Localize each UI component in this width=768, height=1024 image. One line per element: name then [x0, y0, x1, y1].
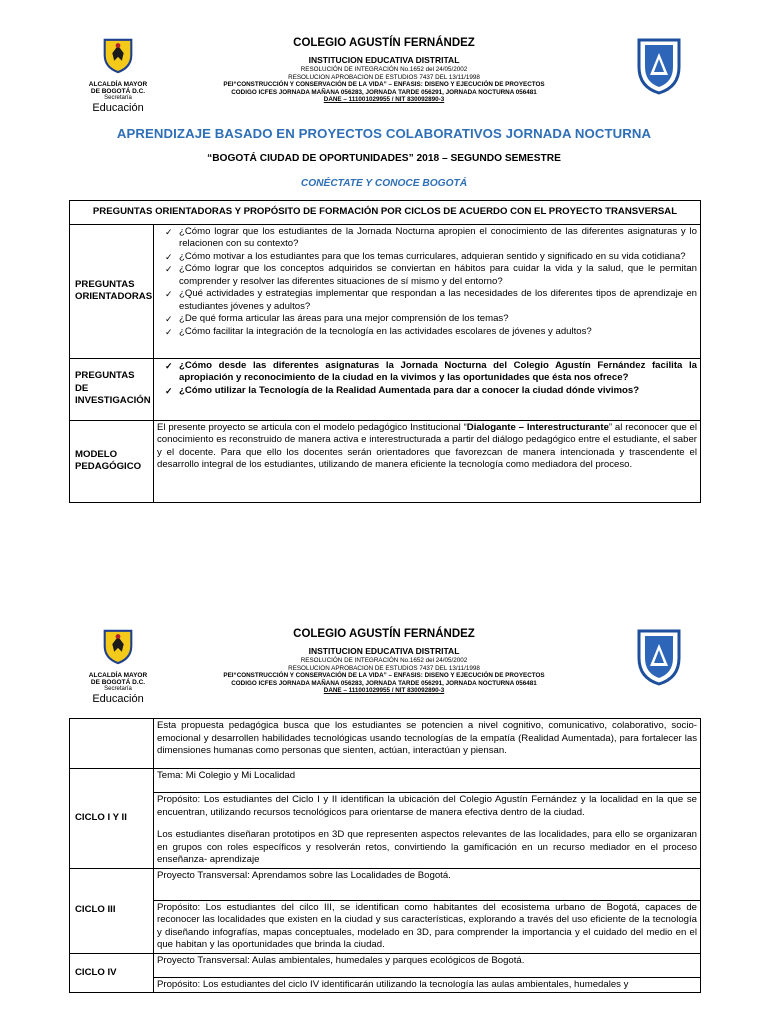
table-header-row	[70, 201, 701, 225]
list-item: ✓ ¿Cómo motivar a los estudiantes para que los temas curriculares, adquieran sentido y significado en su vida cotidiana?	[179, 251, 697, 264]
intro-label-cell	[70, 719, 154, 769]
intro-row	[70, 719, 701, 769]
institution-name: INSTITUCION EDUCATIVA DISTRITAL	[308, 55, 460, 65]
logo-line-2: DE BOGOTÁ D.C.	[90, 679, 146, 686]
ciclo12-proposito-row	[70, 793, 701, 869]
logo-line-2: DE BOGOTÁ D.C.	[90, 88, 146, 95]
school-emblem-icon	[636, 37, 682, 95]
icfes-text: CODIGO ICFES JORNADA MAÑANA 056283, JORNADA TARDE 056291, JORNADA NOCTURNA 056481	[231, 679, 537, 687]
list-item: ✓ ¿De qué forma articular las áreas para una mejor comprensión de los temas?	[179, 313, 697, 326]
modelo-text	[157, 422, 697, 472]
ciclo4-tema-row	[70, 953, 701, 977]
logo-line-1: ALCALDÍA MAYOR	[88, 672, 148, 679]
modelo-row	[70, 420, 701, 502]
coat-of-arms-icon	[99, 36, 137, 74]
ciclo12-proposito: Propósito: Los estudiantes del Ciclo I y II identifican la ubicación del Colegio Agustín Fernández y la localidad en la que se encuentran, utilizando recursos tecnológicos para orientarse de manera efectiva dentro de la ciudad.	[157, 794, 697, 818]
ciclo4-tema: Proyecto Transversal: Aulas ambientales, humedales y parques ecológicos de Bogotá.	[154, 953, 701, 977]
table-header: PREGUNTAS ORIENTADORAS Y PROPÓSITO DE FORMACIÓN POR CICLOS DE ACUERDO CON EL PROYECTO TRANSVERSAL	[70, 201, 701, 225]
logo-line-1: ALCALDÍA MAYOR	[88, 81, 148, 88]
list-item: ✓ ¿Cómo desde las diferentes asignaturas la Jornada Nocturna del Colegio Agustín Fernández facilita la apropiación y reconocimiento de la ciudad en la vivimos y las oportunidades que ésta nos ofrece?	[179, 360, 697, 385]
ciclo12-label: CICLO I Y II	[70, 769, 154, 869]
cycles-table	[69, 718, 701, 993]
investigacion-row	[70, 358, 701, 420]
bogota-logo	[82, 627, 154, 705]
list-item: ✓ ¿Cómo lograr que los estudiantes de la Jornada Nocturna apropien el conocimiento de las diferentes asignaturas y lo relacionen con su contexto?	[179, 226, 697, 251]
questions-table	[69, 200, 701, 503]
pei-text: PEI“CONSTRUCCIÓN Y CONSERVACIÓN DE LA VIDA” – ENFASIS: DISENO Y EJECUCIÓN DE PROYECTOS	[223, 672, 545, 680]
ciclo4-label: CICLO IV	[70, 953, 154, 993]
intro-text: Esta propuesta pedagógica busca que los estudiantes se potencien a nivel cognitivo, comunicativo, colaborativo, socio-emocional y desarrollen habilidades tecnológicas usando tecnologías de la empatía (Realidad Aumentada), para fortalecer las dimensiones humanas como personas que sienten, actúan, interactúan y piensan.	[157, 720, 697, 756]
coat-of-arms-icon	[99, 627, 137, 665]
ciclo3-proposito-row	[70, 900, 701, 953]
approval-text: RESOLUCION APROBACION DE ESTUDIOS 7437 DEL 13/11/1998	[288, 664, 480, 672]
document-title: APRENDIZAJE BASADO EN PROYECTOS COLABORATIVOS JORNADA NOCTURNA	[116, 126, 652, 141]
list-item: ✓ ¿Cómo facilitar la integración de la tecnología en las actividades escolares de jóvenes y adultos?	[179, 326, 697, 339]
modelo-text-pre: El presente proyecto se articula con el modelo pedagógico Institucional “	[157, 421, 467, 433]
school-emblem-icon	[636, 628, 682, 686]
page1-header	[0, 30, 768, 120]
ciclo4-proposito-row	[70, 977, 701, 993]
logo-line-4: Educación	[92, 693, 144, 705]
orientadoras-label: PREGUNTAS ORIENTADORAS	[70, 224, 154, 358]
dane-text: DANE – 111001029955 / NIT 830092890-3	[323, 96, 445, 104]
logo-line-4: Educación	[92, 102, 144, 114]
investigacion-list	[157, 360, 697, 398]
ciclo12-content	[154, 793, 701, 869]
pei-text: PEI“CONSTRUCCIÓN Y CONSERVACIÓN DE LA VIDA” – ENFASIS: DISENO Y EJECUCIÓN DE PROYECTOS	[223, 81, 545, 89]
ciclo3-tema-row	[70, 868, 701, 900]
list-item: ✓ ¿Cómo lograr que los conceptos adquiridos se conviertan en hábitos para cuidar la vida y la salud, que le permitan comprender y resolver las diferentes situaciones de sí mismo y del entorno?	[179, 263, 697, 288]
logo-line-3: Secretaría	[104, 95, 132, 101]
dane-text: DANE – 111001029955 / NIT 830092890-3	[323, 687, 445, 695]
list-item: ✓ ¿Cómo utilizar la Tecnología de la Realidad Aumentada para dar a conocer la ciudad dónde vivimos?	[179, 385, 697, 398]
resolution-text: RESOLUCIÓN DE INTEGRACIÓN No.1652 del 24/05/2002	[300, 66, 468, 73]
investigacion-content	[154, 358, 701, 420]
investigacion-label: PREGUNTAS DE INVESTIGACIÓN	[70, 358, 154, 420]
ciclo3-label: CICLO III	[70, 868, 154, 953]
school-name: COLEGIO AGUSTÍN FERNÁNDEZ	[293, 628, 475, 640]
modelo-text-post: ” al reconocer que el conocimiento es reconstruido de manera activa e interestructurada a partir del diálogo pedagógico entre el estudiante, el saber y el docente. Para que ello los docentes serán orientadores que favorezcan de manera intencionada y trascendente el desarrollo integral de los estudiantes, utilizando de manera eficiente la tecnología como mediadora del proceso.	[157, 421, 697, 470]
modelo-name: Dialogante – Interestructurante	[466, 421, 609, 433]
icfes-text: CODIGO ICFES JORNADA MAÑANA 056283, JORNADA TARDE 056291, JORNADA NOCTURNA 056481	[231, 88, 537, 96]
approval-text: RESOLUCION APROBACION DE ESTUDIOS 7437 DEL 13/11/1998	[288, 73, 480, 81]
school-name: COLEGIO AGUSTÍN FERNÁNDEZ	[293, 37, 475, 49]
ciclo12-tema-row	[70, 769, 701, 793]
page2-header	[0, 621, 768, 711]
ciclo3-proposito: Propósito: Los estudiantes del cilco III, se identifican como habitantes del ecosistema urbano de Bogotá, capaces de reconocer las localidades que existen en la ciudad y sus características, explorando a través del uso eficiente de la tecnología y diseñando infografías, mapas conceptuales, modelado en 3D, para comprender la importancia y el cuidado del medio en el que habitan y las oportunidades que brinda la ciudad.	[157, 901, 697, 950]
logo-line-3: Secretaría	[104, 686, 132, 692]
header-center	[160, 36, 608, 104]
bogota-logo	[82, 36, 154, 114]
header-center	[160, 627, 608, 695]
ciclo4-content	[154, 977, 701, 993]
ciclo3-tema: Proyecto Transversal: Aprendamos sobre las Localidades de Bogotá.	[154, 868, 701, 900]
orientadoras-row	[70, 224, 701, 358]
resolution-text: RESOLUCIÓN DE INTEGRACIÓN No.1652 del 24/05/2002	[300, 657, 468, 664]
list-item: ✓ ¿Qué actividades y estrategias implementar que respondan a las necesidades de los diferentes tipos de aprendizaje en estudiantes jóvenes y adultos?	[179, 288, 697, 313]
modelo-content	[154, 420, 701, 502]
ciclo4-proposito: Propósito: Los estudiantes del ciclo IV identificarán utilizando la tecnología las aulas ambientales, humedales y	[157, 978, 629, 990]
ciclo12-extra: Los estudiantes diseñaran prototipos en 3D que representen aspectos relevantes de las localidades, para ello se organizaran en grupos con roles específicos y resolverán retos, convirtiendo la gamificación en un recurso mediador en el proceso enseñanza- aprendizaje	[157, 829, 697, 865]
ciclo12-tema: Tema: Mi Colegio y Mi Localidad	[154, 769, 701, 793]
document-tagline: CONÉCTATE Y CONOCE BOGOTÁ	[300, 178, 468, 189]
orientadoras-list	[157, 226, 697, 339]
orientadoras-content	[154, 224, 701, 358]
intro-content	[154, 719, 701, 769]
document-subtitle: “BOGOTÁ CIUDAD DE OPORTUNIDADES” 2018 – SEGUNDO SEMESTRE	[207, 153, 561, 164]
ciclo3-content	[154, 900, 701, 953]
institution-name: INSTITUCION EDUCATIVA DISTRITAL	[308, 646, 460, 656]
modelo-label: MODELO PEDAGÓGICO	[70, 420, 154, 502]
